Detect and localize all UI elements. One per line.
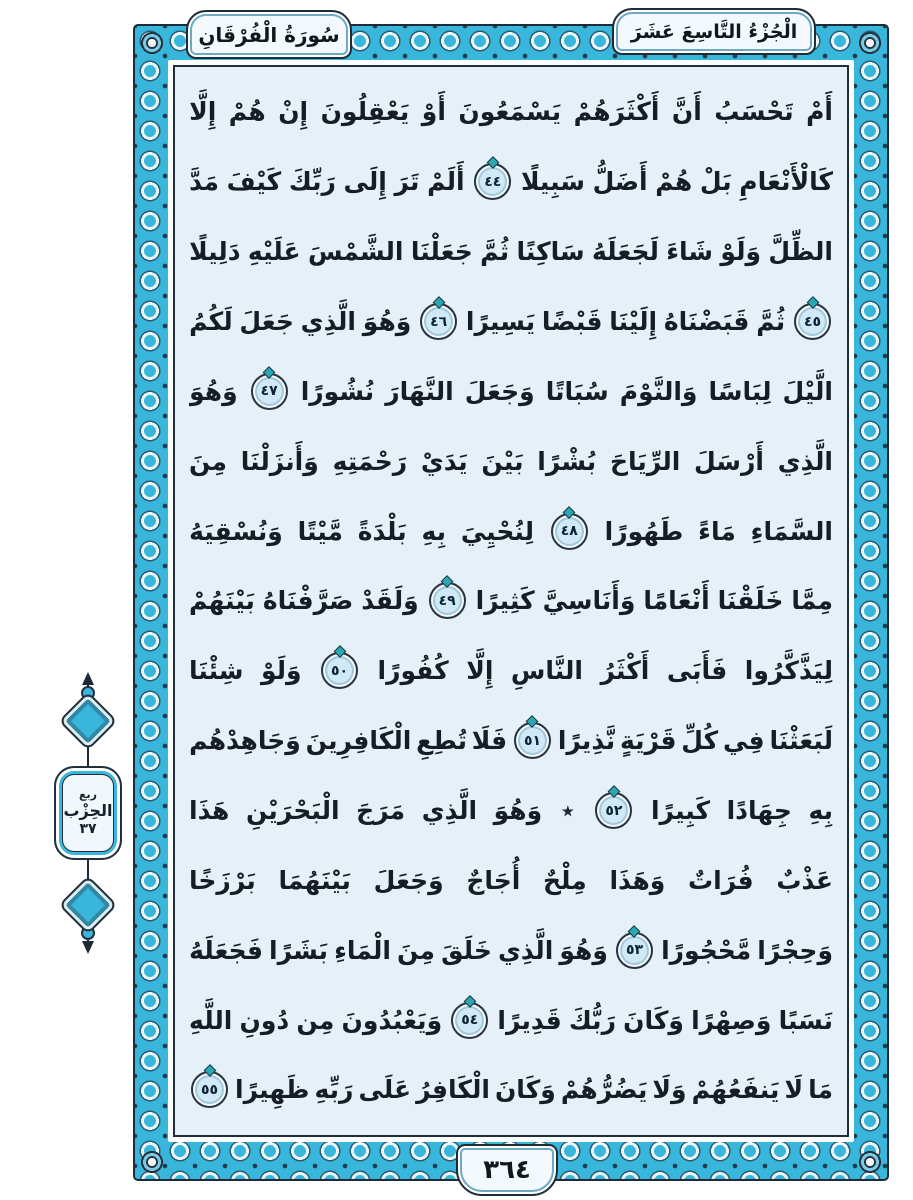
quran-line xyxy=(189,566,833,636)
quran-word: وَلَوْ xyxy=(720,237,761,267)
quran-word: يَدَيْ xyxy=(420,446,468,476)
quran-word: وَهُوَ xyxy=(559,935,608,965)
frame-inner-gap xyxy=(168,60,854,1142)
quran-line xyxy=(189,287,833,357)
quran-word: سُبَاتًا xyxy=(545,376,609,406)
quran-word: أَكْثَرَهُمْ xyxy=(573,97,660,127)
juz-name-label: الْجُزْءُ التَّاسِعَ عَشَرَ xyxy=(630,20,798,43)
quran-word: الْكَافِرُ xyxy=(416,1075,490,1105)
quran-word: كُلِّ xyxy=(681,726,719,756)
quran-word: مِمَّا xyxy=(791,586,833,616)
quran-word: شَاءَ xyxy=(666,237,714,267)
aya-number-medallion: ٥٠ xyxy=(321,652,358,689)
quran-word: أَلَمْ xyxy=(427,167,465,197)
quran-word: دَلِيلًا xyxy=(189,237,241,267)
quran-word: لَبَعَثْنَا xyxy=(769,726,833,756)
quran-word: سَبِيلًا xyxy=(520,167,585,197)
quran-word: سَاكِنًا xyxy=(516,237,585,267)
aya-number-medallion: ٥٣ xyxy=(616,932,653,969)
quran-word: وَحِجْرًا xyxy=(757,935,833,965)
quran-word: خَلَقَ xyxy=(441,935,492,965)
quran-word: عَلَيْهِ xyxy=(247,237,301,267)
quran-word: مِنَ xyxy=(397,935,436,965)
quran-word: وَهُوَ xyxy=(189,376,238,406)
quran-word: رَبُّكَ xyxy=(568,1005,616,1035)
quran-line xyxy=(189,217,833,287)
marker-arrow-up-icon xyxy=(82,672,94,685)
quran-word: وَأَنزَلْنَا xyxy=(240,446,319,476)
quran-word: وَكَانَ xyxy=(623,1005,684,1035)
hizb-number: ٣٧ xyxy=(79,820,97,837)
quran-word: تَرَ xyxy=(394,167,420,197)
hizb-quarter-margin-marker xyxy=(36,672,140,954)
quran-word: وَهُوَ xyxy=(362,307,412,336)
aya-number-medallion: ٤٤ xyxy=(474,163,511,200)
quran-word: إِلَّا xyxy=(189,97,217,127)
quran-word: إِنْ xyxy=(278,97,309,127)
quran-word: أَرْسَلَ xyxy=(694,446,764,476)
quran-word: مَا xyxy=(808,1075,833,1105)
decorative-border-frame xyxy=(133,24,889,1181)
aya-number-medallion: ٥٥ xyxy=(191,1071,228,1108)
aya-number-medallion: ٤٩ xyxy=(429,582,466,619)
quran-word: الظِّلَّ xyxy=(768,237,833,267)
quran-line xyxy=(189,147,833,217)
quran-text-area xyxy=(173,65,849,1137)
quran-word: هُمْ xyxy=(655,167,693,197)
quran-word: فَلَا xyxy=(471,726,508,756)
quran-line xyxy=(189,845,833,915)
corner-rosette-icon xyxy=(855,1147,885,1177)
quran-word: وَيَعْبُدُونَ xyxy=(341,1005,443,1035)
hizb-word: الحِزْب xyxy=(63,800,113,820)
quran-word: يَنفَعُهُمْ xyxy=(691,1075,780,1105)
quran-word: بَيْنَ xyxy=(481,446,524,476)
quran-word: مَرَجَ xyxy=(356,796,406,826)
quran-word: الْمَاءِ xyxy=(334,935,391,965)
quran-line xyxy=(189,426,833,496)
marker-arrow-down-icon xyxy=(82,941,94,954)
quran-word: لَا xyxy=(784,1075,804,1105)
quran-word: أَنْعَامًا xyxy=(643,586,710,616)
quran-word: لِيَذَّكَّرُوا xyxy=(744,656,833,686)
quran-word: طَهُورًا xyxy=(604,516,684,546)
quran-word: أَمْ xyxy=(806,97,833,127)
quran-word: نَسَبًا xyxy=(778,1005,833,1035)
quran-word: إِلَّا xyxy=(466,656,494,686)
quran-word: وَنُسْقِيَهُ xyxy=(189,516,283,546)
quran-word: ظَهِيرًا xyxy=(235,1075,310,1105)
quran-word: مِلْحٌ xyxy=(543,865,587,895)
quran-word: صَرَّفْنَاهُ xyxy=(262,586,354,616)
quran-word: مِنَ xyxy=(189,446,227,476)
quran-line xyxy=(189,77,833,147)
corner-rosette-icon xyxy=(855,28,885,58)
quran-word: وَلَا xyxy=(652,1075,687,1105)
quran-word: جَعَلْنَا xyxy=(410,237,473,267)
quran-word: قَبْضًا xyxy=(541,307,603,336)
quran-word: فَأَبَى xyxy=(666,656,728,686)
quran-word: وَجَعَلَ xyxy=(373,865,444,895)
quran-word: الْبَحْرَيْنِ xyxy=(245,796,340,826)
quran-line xyxy=(189,985,833,1055)
quran-word: السَّمَاءِ xyxy=(750,516,833,546)
quran-word: أَوْ xyxy=(421,97,446,127)
hizb-quarter-badge xyxy=(54,766,122,860)
quran-word: اللَّهِ xyxy=(189,1005,233,1035)
quran-word: أُجَاجٌ xyxy=(466,865,521,895)
quran-word: دُونِ xyxy=(239,1005,290,1035)
aya-number-medallion: ٥٤ xyxy=(451,1002,488,1039)
quran-word: الَّذِي xyxy=(777,446,833,476)
quran-word: بُشْرًا xyxy=(537,446,597,476)
quran-word: كَالْأَنْعَامِ xyxy=(739,167,833,197)
quran-word: خَلَقْنَا xyxy=(717,586,784,616)
quran-lines-container xyxy=(189,77,833,1125)
quran-word: مَّحْجُورًا xyxy=(661,935,752,965)
quran-word: بَيْنَهُمْ xyxy=(189,586,255,616)
quran-word: جِهَادًا xyxy=(726,796,792,826)
marker-floral-ornament-icon xyxy=(58,875,117,934)
quran-word: تُطِعِ xyxy=(416,726,467,756)
quran-word: إِلَى xyxy=(343,167,387,197)
quran-word: بِهِ xyxy=(808,796,833,826)
quran-word: أَكْثَرُ xyxy=(600,656,650,686)
quran-line xyxy=(189,1055,833,1125)
surah-name-tab xyxy=(186,10,352,59)
quran-word: وَجَاهِدْهُم xyxy=(189,726,301,756)
quran-word: يَعْقِلُونَ xyxy=(320,97,410,127)
quran-word: لِنُحْيِيَ xyxy=(460,516,534,546)
quran-word: الَّذِي xyxy=(421,796,478,826)
quran-word: بَرْزَخًا xyxy=(189,865,256,895)
quran-line xyxy=(189,915,833,985)
quran-word: الرِّيَاحَ xyxy=(609,446,681,476)
quran-word: نَّذِيرًا xyxy=(557,726,616,756)
quran-word: يَضُرُّهُمْ xyxy=(560,1075,648,1105)
quran-word: مَاءً xyxy=(698,516,736,546)
quran-word: لَكُمُ xyxy=(189,307,233,336)
aya-number-medallion: ٥٢ xyxy=(595,792,632,829)
quran-word: وَالنَّوْمَ xyxy=(619,376,698,406)
quran-word: فَجَعَلَهُ xyxy=(189,935,263,965)
quran-word: كَثِيرًا xyxy=(475,586,535,616)
quran-word: بَلْدَةً xyxy=(357,516,407,546)
aya-number-medallion: ٥١ xyxy=(514,722,551,759)
quran-word: تَحْسَبُ xyxy=(714,97,794,127)
quran-word: كَيْفَ xyxy=(226,167,282,197)
hizb-quarter-word: ربع xyxy=(79,787,97,801)
aya-number-medallion: ٤٨ xyxy=(551,513,588,550)
quran-word: وَأَنَاسِيَّ xyxy=(542,586,636,616)
quran-word: وَلَوْ xyxy=(260,656,302,686)
quran-word: وَصِهْرًا xyxy=(691,1005,772,1035)
quran-word: يَسِيرًا xyxy=(465,307,536,336)
quran-word: ثُمَّ xyxy=(480,237,510,267)
quran-word: الَّيْلَ xyxy=(782,376,833,406)
quran-word: شِئْنَا xyxy=(189,656,244,686)
quran-word: كَبِيرًا xyxy=(650,796,711,826)
quran-word: النَّهَارَ xyxy=(385,376,454,406)
quran-word: رَبِّكَ xyxy=(288,167,336,197)
quran-word: الْكَافِرِينَ xyxy=(305,726,412,756)
quran-line xyxy=(189,496,833,566)
quran-word: بِهِ xyxy=(421,516,446,546)
quran-word: النَّاسِ xyxy=(510,656,583,686)
quran-line xyxy=(189,776,833,846)
page-number-tab xyxy=(456,1144,558,1196)
quran-word: الَّذِي xyxy=(497,935,554,965)
quran-word: الشَّمْسَ xyxy=(307,237,404,267)
hizb-star-icon: ٭ xyxy=(560,795,575,826)
quran-word: قَدِيرًا xyxy=(497,1005,562,1035)
quran-word: أَضَلُّ xyxy=(592,167,648,197)
corner-rosette-icon xyxy=(137,28,167,58)
quran-word: ثُمَّ xyxy=(756,307,786,336)
quran-word: قَبَضْنَاهُ xyxy=(663,307,750,336)
quran-word: إِلَيْنَا xyxy=(609,307,658,336)
quran-word: فِي xyxy=(722,726,765,756)
corner-rosette-icon xyxy=(137,1147,167,1177)
quran-word: الَّذِي xyxy=(300,307,356,336)
quran-word: وَجَعَلَ xyxy=(464,376,535,406)
quran-word: وَهَذَا xyxy=(609,865,666,895)
quran-word: بَيْنَهُمَا xyxy=(278,865,351,895)
quran-line xyxy=(189,636,833,706)
quran-word: جَعَلَ xyxy=(239,307,294,336)
marker-floral-ornament-icon xyxy=(58,691,117,750)
quran-word: لَجَعَلَهُ xyxy=(591,237,659,267)
quran-word: مِن xyxy=(296,1005,335,1035)
quran-word: كُفُورًا xyxy=(377,656,449,686)
quran-word: عَذْبٌ xyxy=(776,865,833,895)
quran-word: بَشَرًا xyxy=(269,935,328,965)
aya-number-medallion: ٤٦ xyxy=(420,303,457,340)
quran-line xyxy=(189,356,833,426)
quran-word: مَدَّ xyxy=(189,167,219,197)
quran-word: وَكَانَ xyxy=(494,1075,556,1105)
aya-number-medallion: ٤٧ xyxy=(251,373,288,410)
quran-word: وَهُوَ xyxy=(493,796,543,826)
quran-word: رَبِّهِ xyxy=(314,1075,354,1105)
page-number-label: ٣٦٤ xyxy=(483,1155,531,1185)
quran-word: لِبَاسًا xyxy=(708,376,772,406)
quran-word: رَحْمَتِهِ xyxy=(332,446,408,476)
quran-word: عَلَى xyxy=(358,1075,412,1105)
surah-name-label: سُورَةُ الْفُرْقَانِ xyxy=(198,22,340,47)
quran-word: أَنَّ xyxy=(671,97,702,127)
quran-word: نُشُورًا xyxy=(300,376,375,406)
quran-word: قَرْيَةٍ xyxy=(619,726,677,756)
quran-word: هَذَا xyxy=(189,796,230,826)
quran-word: بَلْ xyxy=(699,167,732,197)
quran-word: فُرَاتٌ xyxy=(688,865,754,895)
quran-word: مَّيْتًا xyxy=(297,516,343,546)
quran-line xyxy=(189,706,833,776)
quran-word: يَسْمَعُونَ xyxy=(458,97,562,127)
quran-word: هُمْ xyxy=(228,97,266,127)
aya-number-medallion: ٤٥ xyxy=(794,303,831,340)
juz-name-tab xyxy=(612,8,816,55)
quran-word: وَلَقَدْ xyxy=(361,586,419,616)
